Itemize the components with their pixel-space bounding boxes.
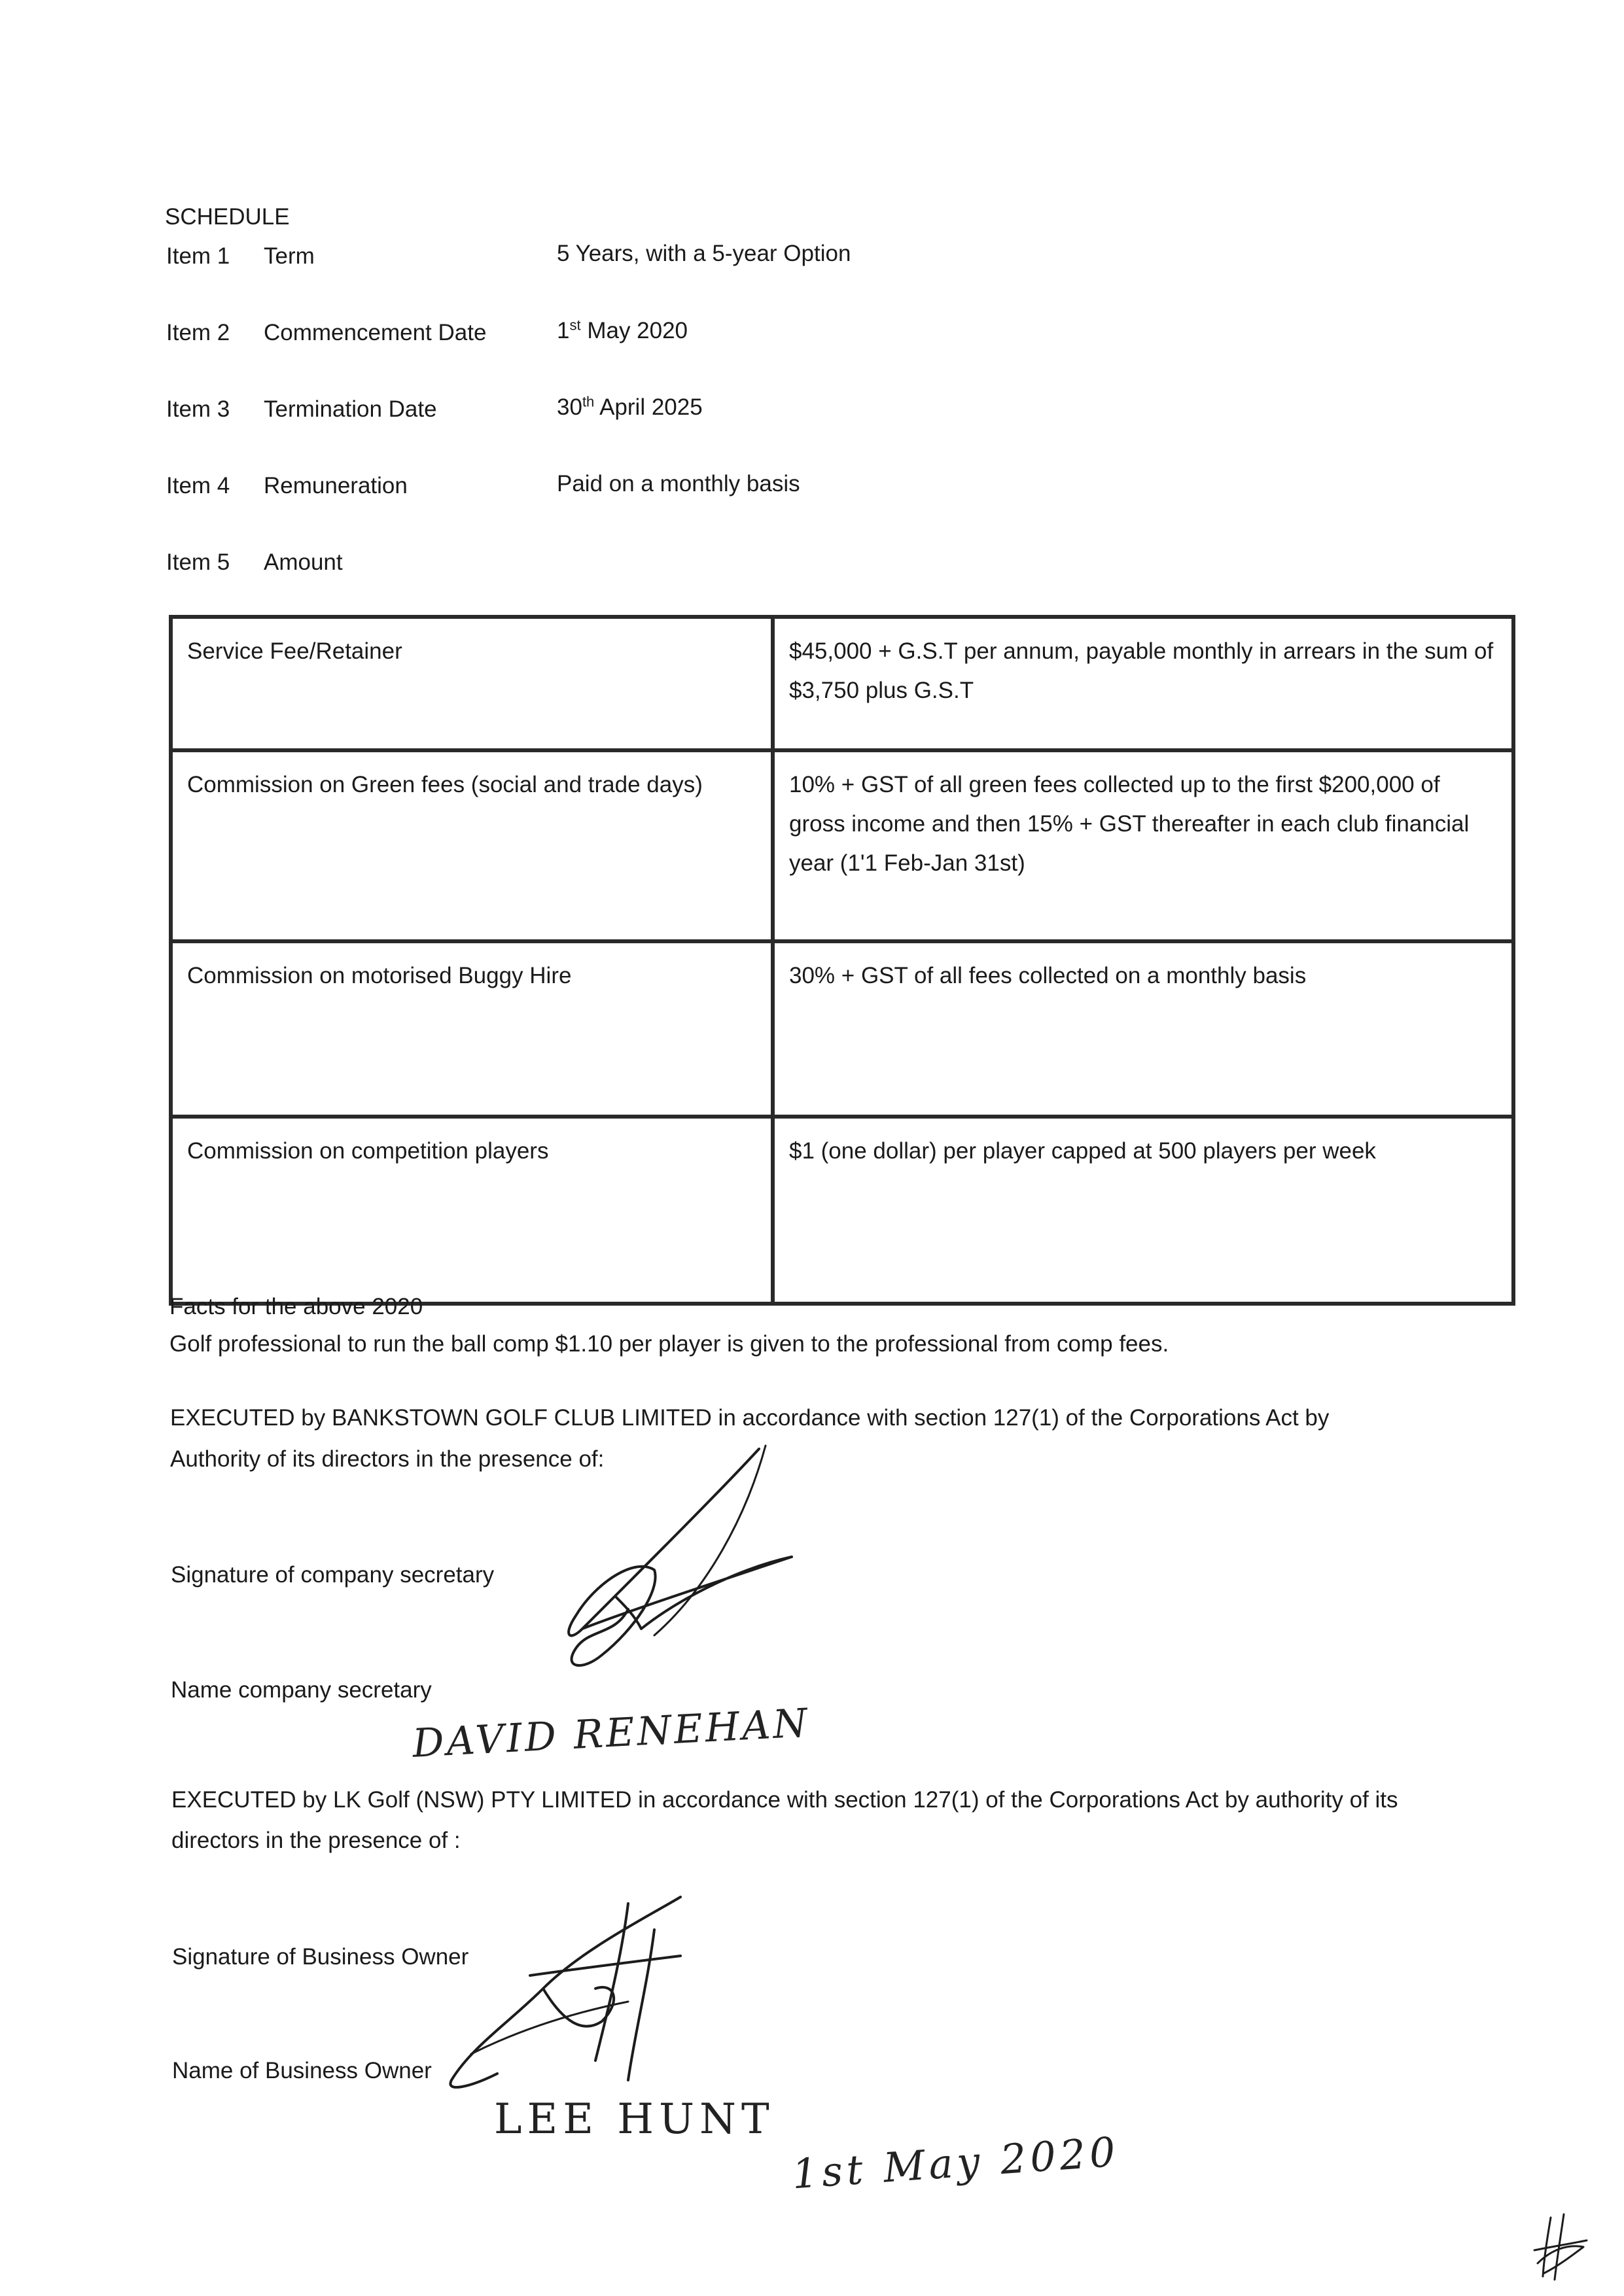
business-owner-handwritten-name: LEE HUNT <box>494 2095 775 2144</box>
item-value-ordinal: th <box>582 393 595 410</box>
item-value <box>557 393 703 422</box>
item-value: Paid on a monthly basis <box>557 471 800 496</box>
table-cell-value: $45,000 + G.S.T per annum, payable monthly in arrears in the sum of $3,750 plus G.S.T <box>773 617 1513 750</box>
item-value: 5 Years, with a 5-year Option <box>557 241 851 266</box>
table-row <box>171 941 1513 1117</box>
table-row <box>171 750 1513 941</box>
table-cell-value: 10% + GST of all green fees collected up to the first $200,000 of gross income and then 15% + GST thereafter in each club financial year (1'1 Feb-Jan 31st) <box>773 750 1513 941</box>
execution-owner-line1: EXECUTED by LK Golf (NSW) PTY LIMITED in accordance with section 127(1) of the Corporations Act by authority of its <box>171 1787 1398 1813</box>
table-cell-label: Commission on Green fees (social and trade days) <box>171 750 773 941</box>
table-cell-label: Service Fee/Retainer <box>171 617 773 750</box>
facts-heading: Facts for the above 2020 <box>169 1294 423 1319</box>
item-number: Item 2 <box>166 320 230 345</box>
execution-owner-line2: directors in the presence of : <box>171 1828 461 1853</box>
business-owner-signature-label: Signature of Business Owner <box>172 1944 469 1970</box>
item-value-day: 1 <box>557 318 570 343</box>
item-label: Remuneration <box>264 473 408 498</box>
item-value-ordinal: st <box>569 317 581 334</box>
table-cell-label: Commission on competition players <box>171 1117 773 1304</box>
amount-table <box>169 615 1515 1306</box>
execution-club-line1: EXECUTED by BANKSTOWN GOLF CLUB LIMITED in accordance with section 127(1) of the Corporations Act by <box>170 1405 1330 1431</box>
item-value-rest: April 2025 <box>594 394 703 420</box>
handwritten-date: 1st May 2020 <box>790 2127 1121 2199</box>
table-cell-label: Commission on motorised Buggy Hire <box>171 941 773 1117</box>
company-secretary-signature <box>484 1439 811 1688</box>
business-owner-name-label: Name of Business Owner <box>172 2058 432 2083</box>
company-secretary-name-label: Name company secretary <box>171 1677 432 1703</box>
schedule-heading: SCHEDULE <box>165 204 290 230</box>
table-cell-value: $1 (one dollar) per player capped at 500 players per week <box>773 1117 1513 1304</box>
business-owner-signature <box>432 1890 707 2100</box>
facts-text: Golf professional to run the ball comp $1.10 per player is given to the professional from comp fees. <box>169 1331 1169 1357</box>
item-value-day: 30 <box>557 394 582 420</box>
item-number: Item 3 <box>166 396 230 422</box>
table-cell-value: 30% + GST of all fees collected on a monthly basis <box>773 941 1513 1117</box>
company-secretary-signature-label: Signature of company secretary <box>171 1562 495 1588</box>
item-label: Amount <box>264 549 343 575</box>
item-number: Item 5 <box>166 549 230 575</box>
execution-club-line2: Authority of its directors in the presence of: <box>170 1446 605 1472</box>
company-secretary-handwritten-name: DAVID RENEHAN <box>411 1700 811 1767</box>
item-number: Item 4 <box>166 473 230 498</box>
item-label: Commencement Date <box>264 320 487 345</box>
item-label: Termination Date <box>264 396 437 422</box>
item-value-rest: May 2020 <box>580 318 688 343</box>
item-number: Item 1 <box>166 243 230 269</box>
initials-mark <box>1531 2211 1590 2283</box>
item-value <box>557 317 688 345</box>
table-row <box>171 617 1513 750</box>
table-row <box>171 1117 1513 1304</box>
item-label: Term <box>264 243 315 269</box>
